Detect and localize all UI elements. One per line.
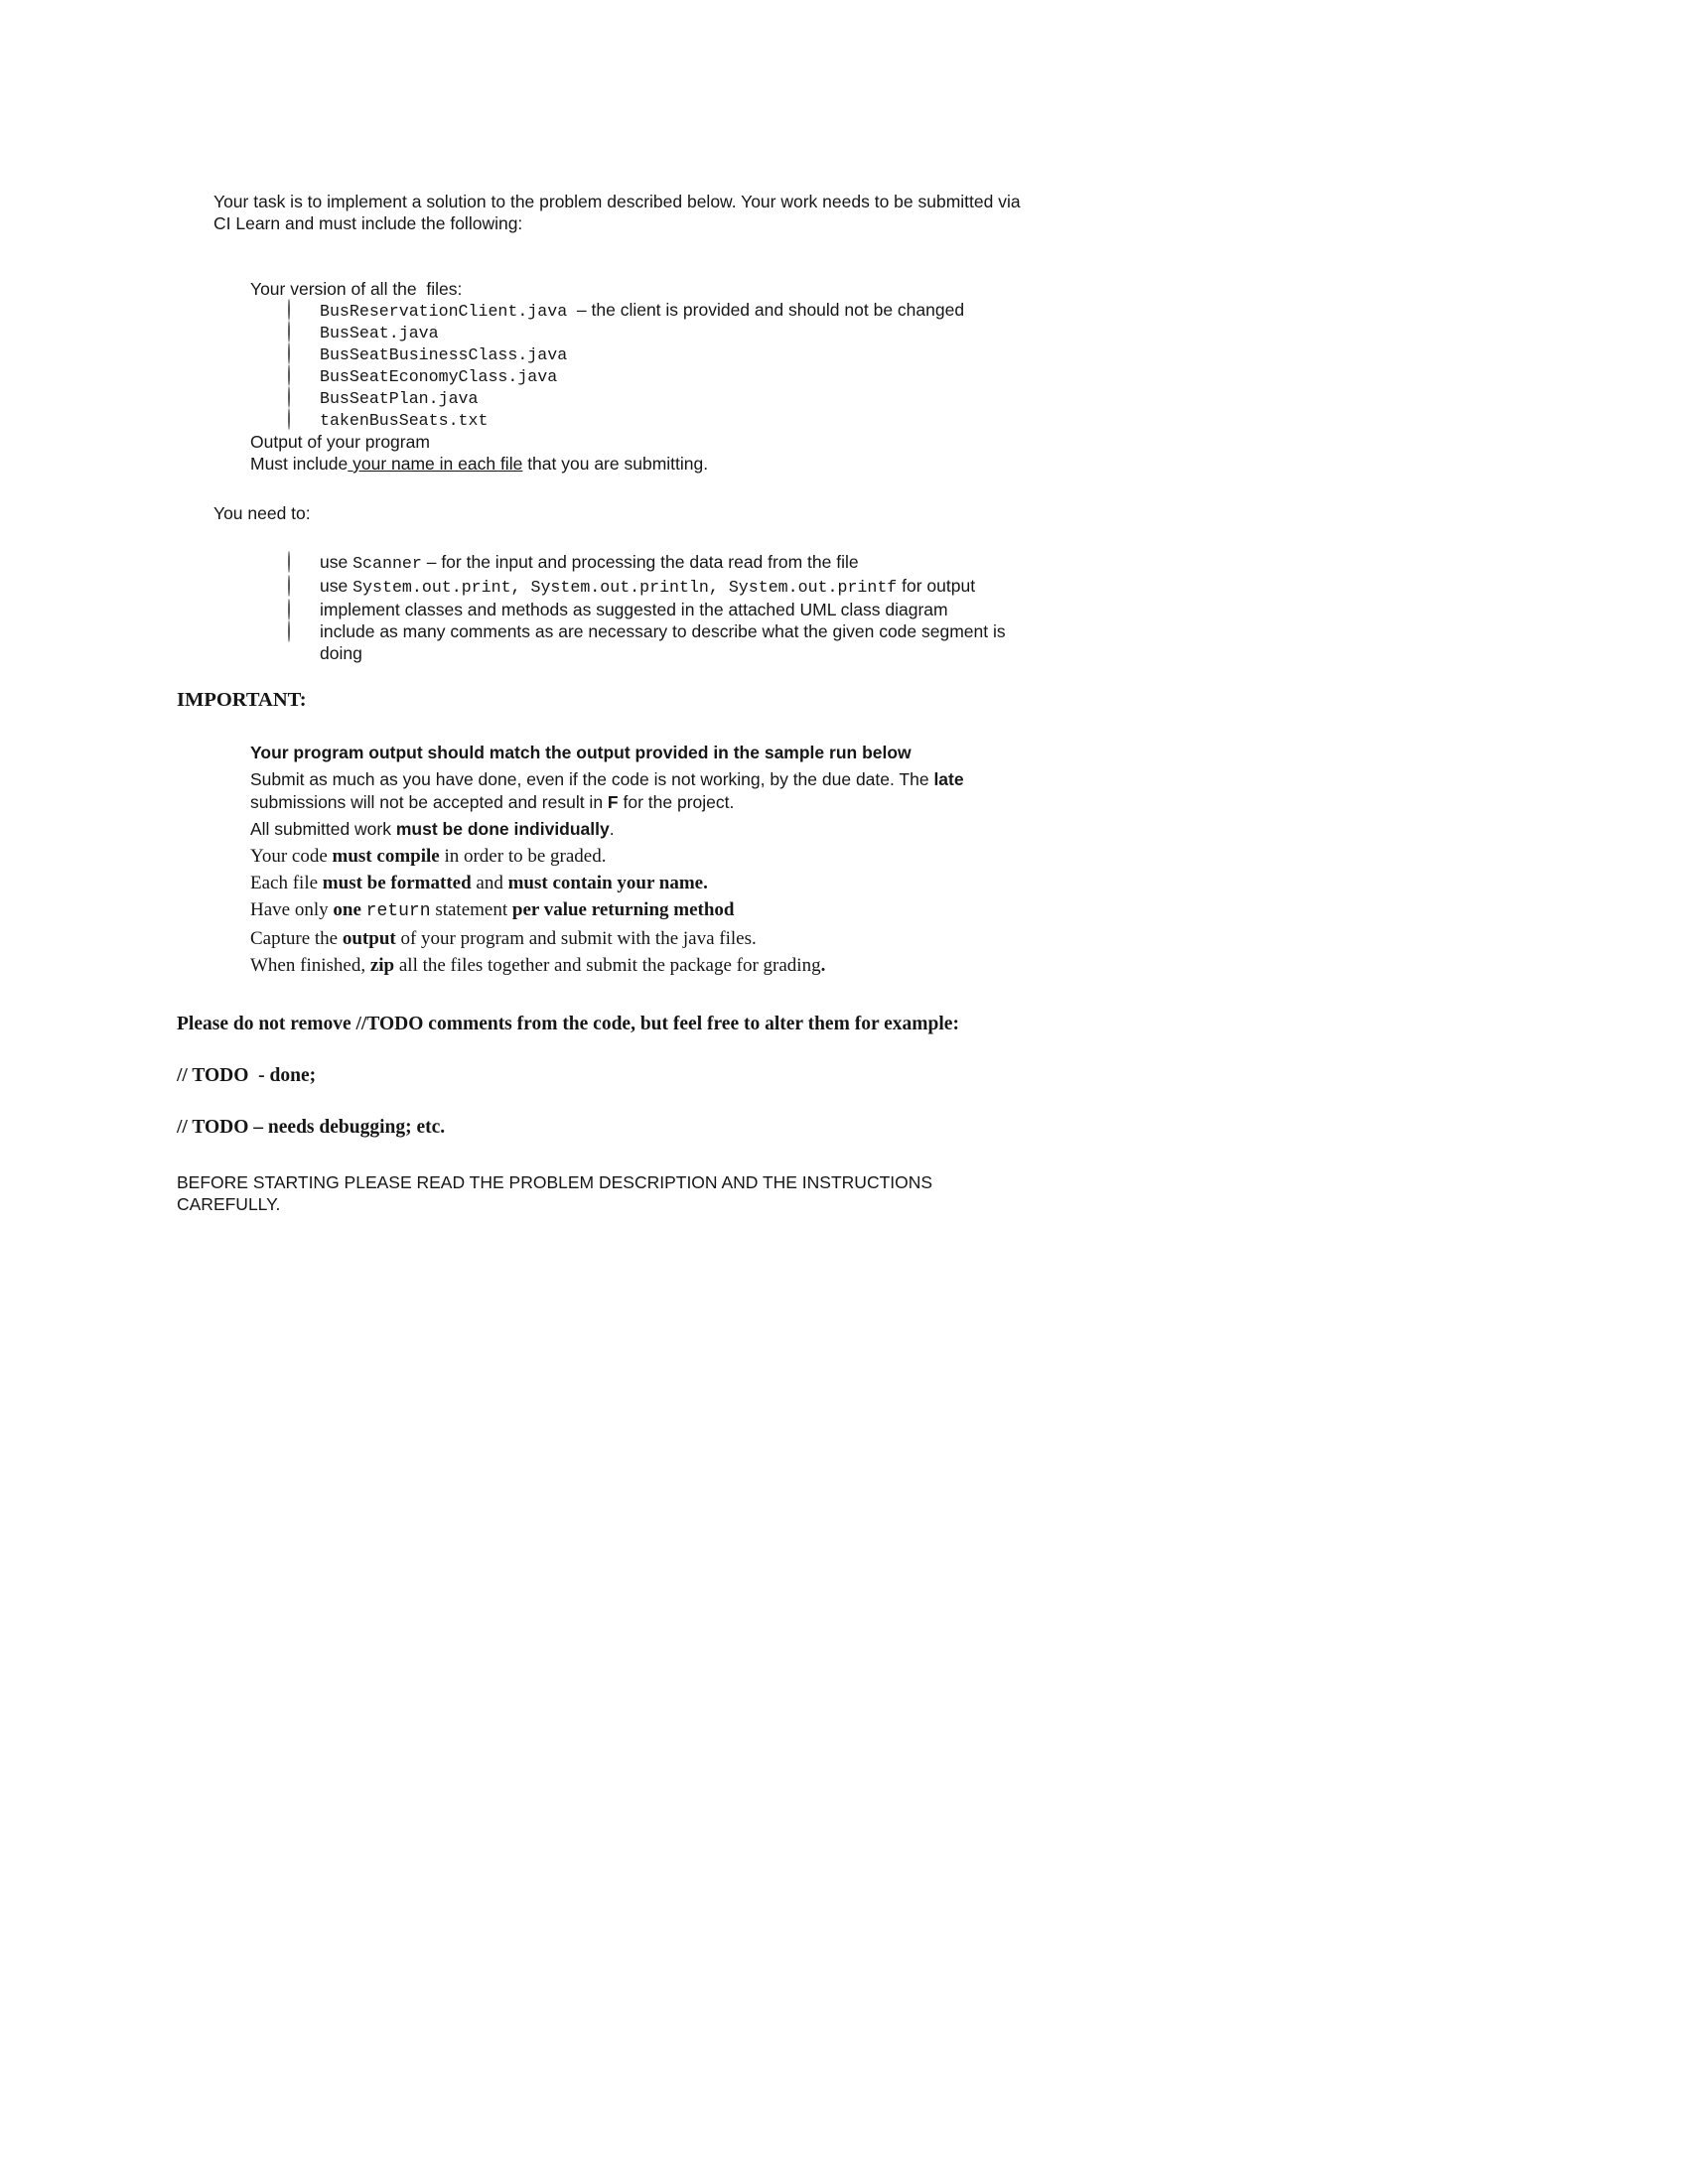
bullet-marker — [220, 927, 250, 950]
requirement-item — [177, 599, 1031, 620]
circle-marker — [288, 387, 320, 409]
file-item-text — [320, 322, 1031, 343]
requirement-item — [177, 551, 1031, 575]
circle-bullet-icon — [288, 620, 290, 642]
circle-bullet-icon — [288, 342, 290, 364]
file-item-text — [320, 343, 1031, 365]
circle-bullet-icon — [288, 408, 290, 430]
text-run: Scanner — [352, 554, 422, 573]
text-run: Must include — [250, 454, 349, 474]
name-requirement-text — [250, 453, 1031, 475]
text-run: Your code — [250, 846, 333, 867]
text-run: zip — [369, 955, 395, 976]
output-item — [177, 431, 1031, 453]
circle-bullet-icon — [288, 321, 290, 342]
todo-debug-line — [177, 1116, 1031, 1140]
closing-paragraph — [177, 1171, 971, 1215]
text-run: of your program and submit with the java files. — [395, 928, 757, 949]
circle-bullet-icon — [288, 599, 290, 620]
circle-marker — [288, 322, 320, 343]
todo-done-line — [177, 1064, 1031, 1088]
content-area — [177, 191, 1031, 1215]
circle-marker — [288, 620, 320, 664]
text-run: When finished, — [250, 955, 370, 976]
file-list-item — [177, 409, 1031, 431]
text-run: BEFORE STARTING PLEASE READ THE PROBLEM DESCRIPTION AND THE INSTRUCTIONS CAREFULLY. — [177, 1172, 937, 1214]
text-run: Submit as much as you have done, even if the code is not working, by the due date. The — [250, 769, 934, 789]
file-item-text — [320, 365, 1031, 387]
bullet-marker — [220, 453, 250, 475]
name-requirement-item — [177, 453, 1031, 475]
output-item-text — [250, 431, 1031, 453]
important-list — [177, 742, 1031, 977]
circle-marker — [288, 365, 320, 387]
bullet-marker — [220, 278, 250, 300]
text-run: use — [320, 552, 353, 572]
requirement-text — [320, 599, 1031, 620]
text-run: . — [609, 819, 615, 839]
important-item — [177, 954, 1031, 977]
important-item-text — [250, 742, 1031, 764]
text-run: all the files together and submit the package for grading — [394, 955, 821, 976]
file-list-item — [177, 300, 1031, 322]
circle-marker — [288, 575, 320, 599]
text-run: must be formatted — [322, 873, 472, 893]
circle-bullet-icon — [288, 575, 290, 597]
text-run: BusReservationClient.java — [320, 302, 568, 321]
text-run: System.out.print, System.out.println, System.out.printf — [352, 578, 898, 597]
text-run: // TODO - done; — [177, 1065, 317, 1086]
need-to-heading: You need to: — [213, 503, 311, 523]
important-item — [177, 898, 1031, 923]
version-files-item — [177, 278, 1031, 300]
circle-marker — [288, 409, 320, 431]
text-run: Have only — [250, 899, 334, 920]
important-item — [177, 818, 1031, 841]
text-run: Your program output should match the output provided in the sample run below — [250, 743, 912, 762]
text-run: submissions will not be accepted and result in — [250, 769, 969, 812]
bullet-marker — [220, 818, 250, 841]
important-item-text — [250, 954, 1031, 977]
text-run: // TODO – needs debugging; etc. — [177, 1117, 446, 1138]
circle-marker — [288, 551, 320, 575]
intro-paragraph — [213, 191, 1031, 234]
text-run: BusSeat.java — [320, 324, 439, 342]
text-run: per value returning method — [511, 899, 735, 920]
text-run: BusSeatPlan.java — [320, 389, 479, 408]
text-run: Your task is to implement a solution to the problem described below. Your work needs to be submitted via CI Learn and must include the following: — [213, 192, 1026, 233]
text-run: BusSeatEconomyClass.java — [320, 367, 558, 386]
circle-marker — [288, 343, 320, 365]
important-item-text — [250, 818, 1031, 841]
text-run: F — [607, 792, 619, 812]
requirement-text — [320, 620, 1031, 664]
text-run: that you are submitting. — [522, 454, 709, 474]
text-run: in order to be graded. — [439, 846, 607, 867]
bullet-marker — [220, 898, 250, 923]
circle-bullet-icon — [288, 551, 290, 573]
todo-note — [177, 1013, 1031, 1036]
bullet-marker — [220, 742, 250, 764]
file-item-text — [320, 387, 1031, 409]
file-list — [177, 300, 1031, 431]
requirement-text — [320, 551, 1031, 575]
text-run: Output of your program — [250, 432, 430, 452]
file-list-item — [177, 365, 1031, 387]
text-run: must compile — [332, 846, 440, 867]
text-run: one — [333, 899, 361, 920]
version-files-text — [250, 278, 1031, 300]
text-run: and — [471, 873, 508, 893]
text-run: include as many comments as are necessary to describe what the given code segment is doing — [320, 621, 1011, 663]
important-item — [177, 768, 1031, 814]
text-run: . — [820, 955, 826, 976]
file-list-item — [177, 387, 1031, 409]
text-run: statement — [430, 899, 512, 920]
important-item-text — [250, 927, 1031, 950]
important-item — [177, 845, 1031, 868]
important-item-text — [250, 845, 1031, 868]
important-item-text — [250, 898, 1031, 923]
file-list-item — [177, 343, 1031, 365]
text-run: – the client is provided and should not be changed — [567, 300, 965, 320]
bullet-marker — [220, 872, 250, 894]
text-run: Each file — [250, 873, 323, 893]
important-item — [177, 742, 1031, 764]
requirement-item — [177, 620, 1031, 664]
text-run: BusSeatBusinessClass.java — [320, 345, 568, 364]
important-item — [177, 872, 1031, 894]
file-list-item — [177, 322, 1031, 343]
important-heading: IMPORTANT: — [177, 689, 307, 711]
requirements-list — [177, 551, 1031, 664]
text-run: Capture the — [250, 928, 343, 949]
text-run: Your version of all the files: — [250, 279, 463, 299]
text-run: late — [933, 769, 964, 789]
important-item-text — [250, 872, 1031, 894]
text-run: use — [320, 576, 353, 596]
requirement-item — [177, 575, 1031, 599]
text-run: – for the input and processing the data read from the file — [421, 552, 859, 572]
bullet-marker — [220, 768, 250, 814]
bullet-marker — [220, 845, 250, 868]
important-item-text — [250, 768, 1031, 814]
requirement-text — [320, 575, 1031, 599]
circle-marker — [288, 300, 320, 322]
bullet-marker — [220, 431, 250, 453]
text-run: must contain your name. — [507, 873, 708, 893]
text-run: All submitted work — [250, 819, 396, 839]
text-run: return — [365, 901, 431, 921]
text-run: output — [342, 928, 396, 949]
important-item — [177, 927, 1031, 950]
text-run: for output — [897, 576, 976, 596]
text-run: your name in each file — [348, 454, 523, 474]
text-run: Please do not remove //TODO comments from the code, but feel free to alter them for example: — [177, 1014, 959, 1034]
text-run: takenBusSeats.txt — [320, 411, 489, 430]
text-run: must be done individually — [395, 819, 610, 839]
circle-bullet-icon — [288, 364, 290, 386]
bullet-marker — [220, 954, 250, 977]
text-run: for the project. — [618, 792, 735, 812]
circle-bullet-icon — [288, 299, 290, 321]
circle-bullet-icon — [288, 386, 290, 408]
file-item-text — [320, 409, 1031, 431]
file-item-text — [320, 300, 1031, 322]
text-run: implement classes and methods as suggested in the attached UML class diagram — [320, 600, 948, 619]
circle-marker — [288, 599, 320, 620]
